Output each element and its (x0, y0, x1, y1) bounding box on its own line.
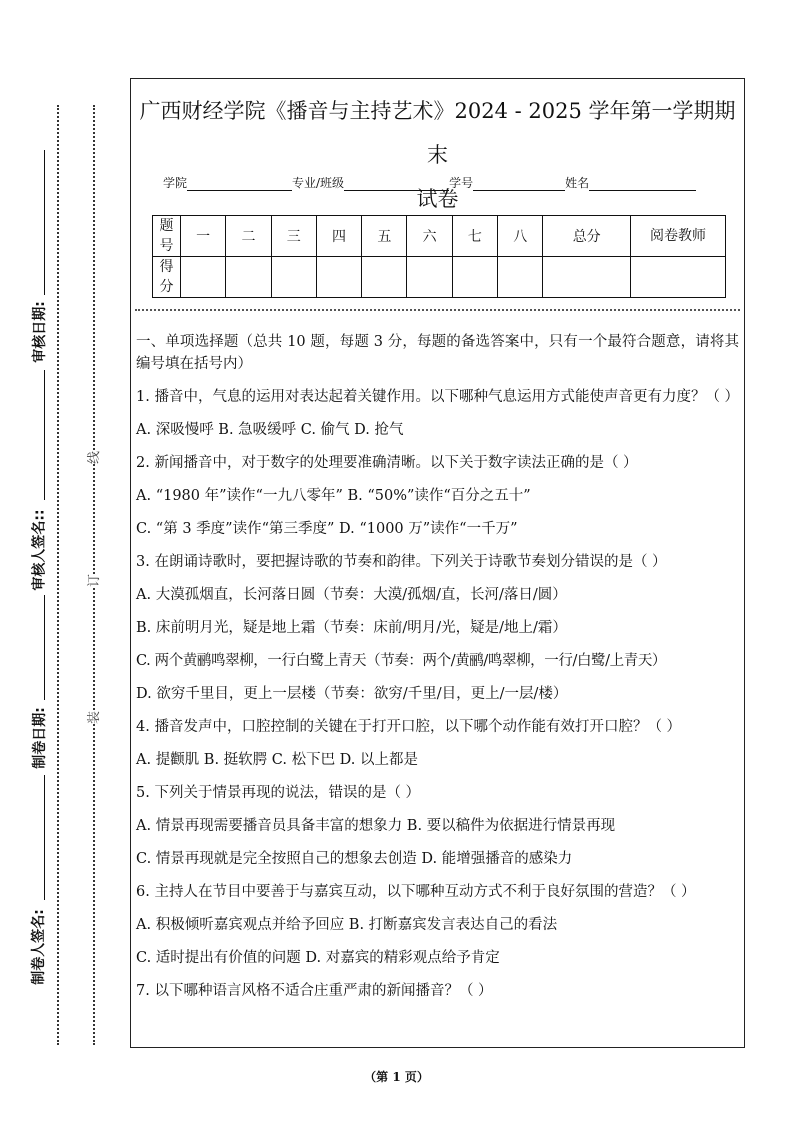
question: 6. 主持人在节目中要善于与嘉宾互动，以下哪种互动方式不利于良好氛围的营造？（ ） (136, 884, 696, 900)
option: C. 两个黄鹂鸣翠柳，一行白鹭上青天（节奏：两个/黄鹂/鸣翠柳，一行/白鹭/上青天） (136, 653, 667, 669)
score-table-score-row (153, 257, 726, 298)
binding-char-staple: 订 (83, 574, 102, 587)
dotted-separator (135, 309, 740, 311)
binding-char-bind: 装 (83, 711, 102, 724)
options: C. 情景再现就是完全按照自己的想象去创造 D. 能增强播音的感染力 (136, 851, 573, 867)
col-header: 六 (407, 216, 452, 257)
col-header-grader: 阅卷教师 (631, 216, 726, 257)
options: A. 情景再现需要播音员具备丰富的想象力 B. 要以稿件为依据进行情景再现 (136, 818, 616, 834)
question: 5. 下列关于情景再现的说法，错误的是（ ） (136, 785, 421, 801)
field-blank-major-class[interactable] (344, 176, 449, 191)
score-cell[interactable] (316, 257, 361, 298)
score-cell[interactable] (498, 257, 543, 298)
binding-dotted-line-outer (57, 105, 59, 1045)
score-table-header-row (153, 216, 726, 257)
option: A. 大漠孤烟直，长河落日圆（节奏：大漠/孤烟/直，长河/落日/圆） (136, 587, 567, 603)
col-header: 二 (226, 216, 271, 257)
question: 1. 播音中，气息的运用对表达起着关键作用。以下哪种气息运用方式能使声音更有力度？（ ） (136, 389, 740, 405)
col-header-total: 总分 (543, 216, 631, 257)
section-heading: 一、单项选择题（总共 10 题，每题 3 分，每题的备选答案中，只有一个最符合题意，请将其编号填在括号内） (136, 334, 739, 372)
field-blank-college[interactable] (187, 176, 292, 191)
col-header: 三 (271, 216, 316, 257)
option: D. 欲穷千里目，更上一层楼（节奏：欲穷/千里/目，更上/一层/楼） (136, 686, 568, 702)
field-label-name: 姓名 (565, 176, 590, 190)
review-date-label: 审核日期: (31, 301, 48, 363)
field-label-major-class: 专业/班级 (292, 176, 345, 190)
options: C. “第 3 季度”读作“第三季度” D. “1000 万”读作“一千万” (136, 521, 518, 537)
score-cell[interactable] (362, 257, 407, 298)
signature-line (44, 370, 45, 500)
field-label-student-id: 学号 (449, 176, 474, 190)
col-header: 四 (316, 216, 361, 257)
options: A. 提颧肌 B. 挺软腭 C. 松下巴 D. 以上都是 (136, 752, 419, 768)
col-header: 八 (498, 216, 543, 257)
options: A. 积极倾听嘉宾观点并给予回应 B. 打断嘉宾发言表达自己的看法 (136, 917, 558, 933)
title-line-1: 广西财经学院《播音与主持艺术》2024 - 2025 学年第一学期期末 (139, 99, 736, 167)
options: A. “1980 年”读作“一九八零年” B. “50%”读作“百分之五十” (136, 488, 531, 504)
questions (136, 331, 739, 1013)
score-cell[interactable] (181, 257, 226, 298)
options: A. 深吸慢呼 B. 急吸缓呼 C. 偷气 D. 抢气 (136, 422, 404, 438)
reviewer-signature-label: 审核人签名:: (31, 509, 48, 591)
signature-line (44, 150, 45, 295)
col-header: 一 (181, 216, 226, 257)
row-label-score: 得分 (153, 257, 181, 298)
col-header: 五 (362, 216, 407, 257)
field-blank-name[interactable] (589, 176, 696, 191)
title-line-2: 试卷 (416, 187, 459, 211)
row-label-question: 题号 (153, 216, 181, 257)
student-info-fields (163, 174, 696, 191)
paper-date-label: 制卷日期: (31, 707, 48, 769)
exam-frame (130, 78, 745, 1048)
score-cell[interactable] (226, 257, 271, 298)
signature-line (44, 775, 45, 900)
score-cell[interactable] (452, 257, 497, 298)
option: B. 床前明月光，疑是地上霜（节奏：床前/明月/光，疑是/地上/霜） (136, 620, 567, 636)
score-cell-total[interactable] (543, 257, 631, 298)
page-number: （第 1 页） (364, 1070, 429, 1084)
paper-author-signature-label: 制卷人签名: (30, 909, 47, 985)
score-table (152, 215, 726, 298)
field-blank-student-id[interactable] (473, 176, 565, 191)
question: 7. 以下哪种语言风格不适合庄重严肃的新闻播音？（ ） (136, 983, 493, 999)
score-cell[interactable] (271, 257, 316, 298)
question: 2. 新闻播音中，对于数字的处理要准确清晰。以下关于数字读法正确的是（ ） (136, 455, 638, 471)
question: 3. 在朗诵诗歌时，要把握诗歌的节奏和韵律。下列关于诗歌节奏划分错误的是（ ） (136, 554, 667, 570)
binding-char-line: 线 (83, 451, 102, 464)
field-label-college: 学院 (163, 176, 188, 190)
exam-title (131, 89, 744, 221)
score-cell-grader[interactable] (631, 257, 726, 298)
question: 4. 播音发声中，口腔控制的关键在于打开口腔，以下哪个动作能有效打开口腔？（ ） (136, 719, 682, 735)
score-cell[interactable] (407, 257, 452, 298)
options: C. 适时提出有价值的问题 D. 对嘉宾的精彩观点给予肯定 (136, 950, 500, 966)
signature-line (44, 595, 45, 700)
col-header: 七 (452, 216, 497, 257)
